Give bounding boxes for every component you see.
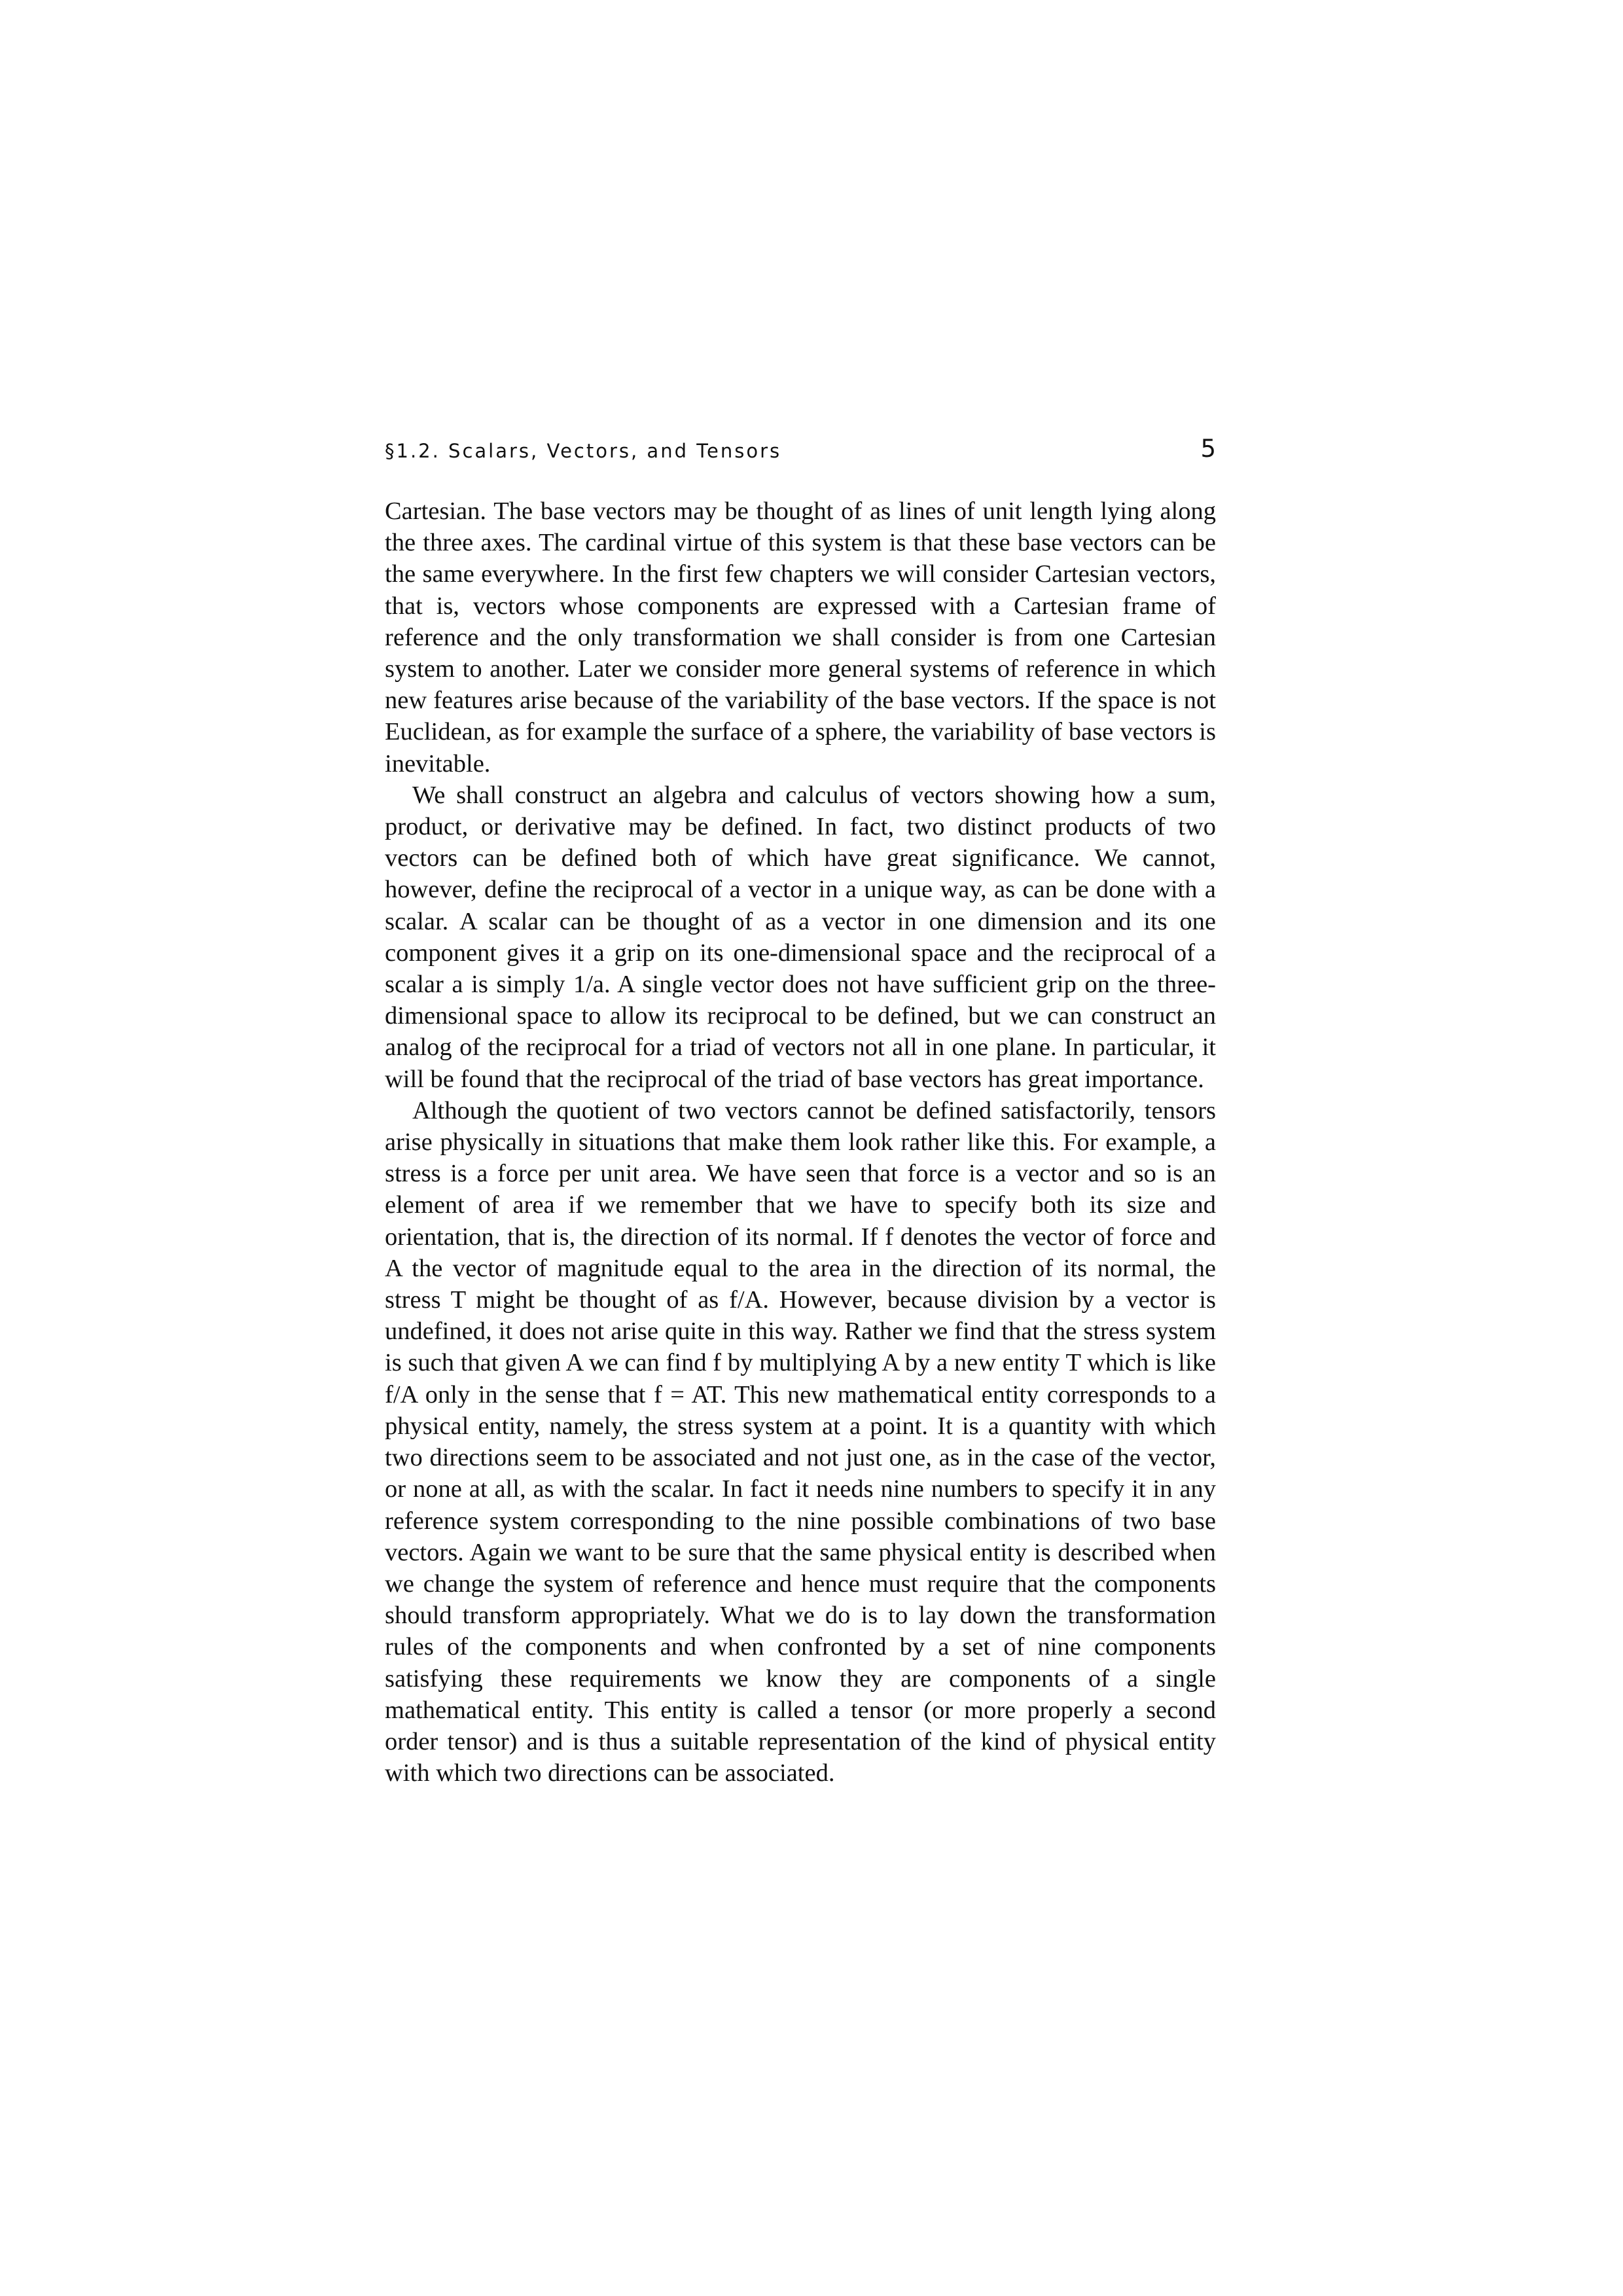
paragraph-3: Although the quotient of two vectors cannot be defined satisfactorily, tensors arise physically in situations that make them look rather like this. For example, a stress is a force per unit area. We have seen that force is a vector and so is an element of area if we remember that we have to specify both its size and orientation, that is, the direction of its normal. If f denotes the vector of force and A the vector of magnitude equal to the area in the direction of its normal, the stress T might be thought of as f/A. However, because division by a vector is undefined, it does not arise quite in this way. Rather we find that the stress system is such that given A we can find f by multiplying A by a new entity T which is like f/A only in the sense that f = AT. This new mathematical entity corresponds to a physical entity, namely, the stress system at a point. It is a quantity with which two directions seem to be associated and not just one, as in the case of the vector, or none at all, as with the scalar. In fact it needs nine numbers to specify it in any reference system corresponding to the nine possible combinations of two base vectors. Again we want to be sure that the same physical entity is described when we change the system of reference and hence must require that the components should transform appropriately. What we do is to lay down the transformation rules of the components and when confronted by a set of nine components satisfying these requirements we know they are components of a single mathematical entity. This entity is called a tensor (or more properly a second order tensor) and is thus a suitable representation of the kind of physical entity with which two directions can be associated. xyxy=(385,1096,1216,1787)
running-head xyxy=(385,435,1216,474)
section-heading: §1.2. Scalars, Vectors, and Tensors xyxy=(385,440,782,462)
paragraph-1: Cartesian. The base vectors may be thought of as lines of unit length lying along the three axes. The cardinal virtue of this system is that these base vectors can be the same everywhere. In the first few chapters we will consider Cartesian vectors, that is, vectors whose components are expressed with a Cartesian frame of reference and the only transformation we shall consider is from one Cartesian system to another. Later we consider more general systems of reference in which new features arise because of the variability of the base vectors. If the space is not Euclidean, as for example the surface of a sphere, the variability of base vectors is inevitable. xyxy=(385,497,1216,778)
page-number: 5 xyxy=(1200,435,1216,463)
body-text xyxy=(385,495,1216,1789)
paragraph-2: We shall construct an algebra and calculus of vectors showing how a sum, product, or derivative may be defined. In fact, two distinct products of two vectors can be defined both of which have great significance. We cannot, however, define the reciprocal of a vector in a unique way, as can be done with a scalar. A scalar can be thought of as a vector in one dimension and its one component gives it a grip on its one-dimensional space and the reciprocal of a scalar a is simply 1/a. A single vector does not have sufficient grip on the three-dimensional space to allow its reciprocal to be defined, but we can construct an analog of the reciprocal for a triad of vectors not all in one plane. In particular, it will be found that the reciprocal of the triad of base vectors has great importance. xyxy=(385,781,1216,1093)
